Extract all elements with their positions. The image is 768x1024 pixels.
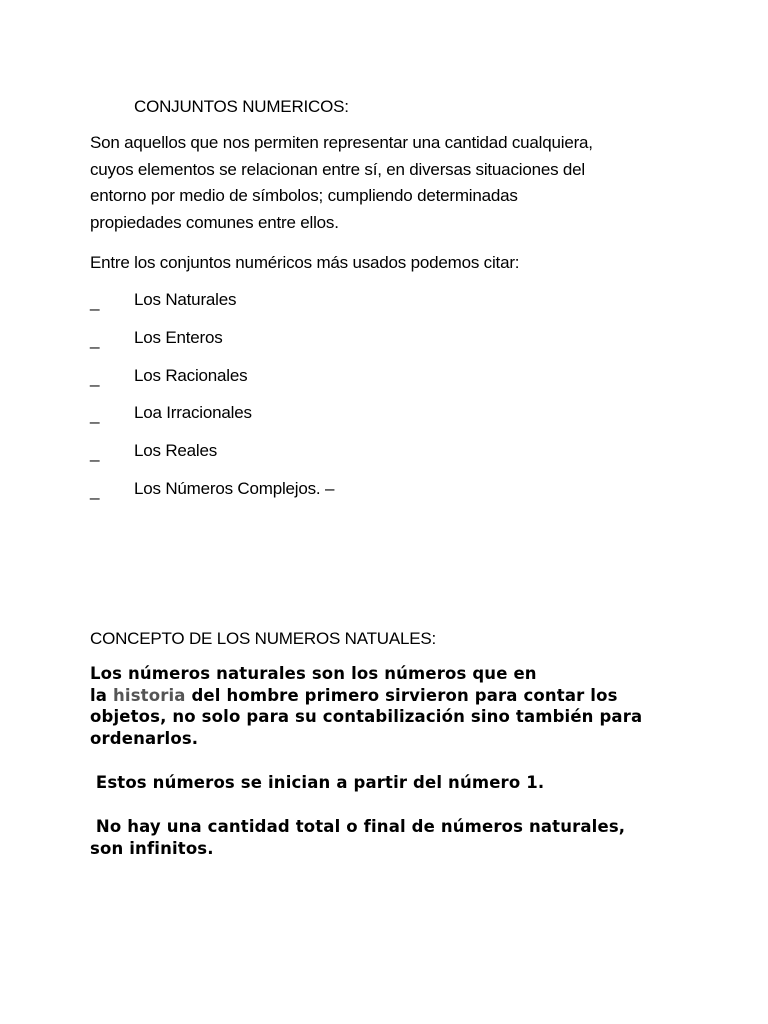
list-item: [90, 363, 490, 390]
list-item-label: Los Reales: [134, 441, 218, 460]
list-item-label: Los Enteros: [134, 328, 223, 347]
paragraph-line: propiedades comunes entre ellos.: [90, 212, 339, 232]
paragraph-text: del hombre primero sirvieron para contar los: [185, 685, 618, 705]
definition-paragraph: [90, 130, 690, 236]
naturales-paragraph: [90, 663, 710, 750]
paragraph-line: son infinitos.: [90, 838, 214, 858]
paragraph-line: cuyos elementos se relacionan entre sí, en diversas situaciones del: [90, 159, 585, 179]
list-intro: Entre los conjuntos numéricos más usados podemos citar:: [90, 253, 520, 272]
paragraph-line: entorno por medio de símbolos; cumpliendo determinadas: [90, 186, 518, 205]
paragraph-text: la: [90, 685, 113, 705]
list-item-label: Los Números Complejos. –: [134, 479, 335, 498]
paragraph-line: ordenarlos.: [90, 729, 199, 749]
list-bullet: _: [90, 292, 100, 311]
fact-infinite: [90, 816, 625, 859]
list-bullet: _: [90, 405, 100, 424]
list-item-label: Los Racionales: [134, 366, 248, 385]
fact-start-number: Estos números se inician a partir del número 1.: [90, 773, 545, 792]
list-bullet: _: [90, 330, 100, 349]
list-item-label: Loa Irracionales: [134, 403, 252, 422]
list-item: [90, 400, 490, 427]
list-item-label: Los Naturales: [134, 290, 237, 309]
list-bullet: _: [90, 443, 100, 462]
list-item: [90, 438, 490, 465]
section-title-concepto: CONCEPTO DE LOS NUMEROS NATUALES:: [90, 629, 437, 648]
list-item: [90, 476, 490, 503]
section-title-conjuntos: CONJUNTOS NUMERICOS:: [134, 97, 349, 116]
list-item: [90, 287, 490, 314]
list-item: [90, 325, 490, 352]
list-bullet: _: [90, 368, 100, 387]
list-bullet: _: [90, 481, 100, 500]
historia-link[interactable]: historia: [113, 685, 186, 705]
paragraph-line: Los números naturales son los números que en: [90, 664, 537, 683]
paragraph-line: No hay una cantidad total o final de números naturales,: [90, 817, 626, 836]
paragraph-line: Son aquellos que nos permiten representar una cantidad cualquiera,: [90, 133, 593, 152]
paragraph-line: objetos, no solo para su contabilización sino también para: [90, 707, 643, 727]
paragraph-line-with-link: [90, 685, 710, 707]
